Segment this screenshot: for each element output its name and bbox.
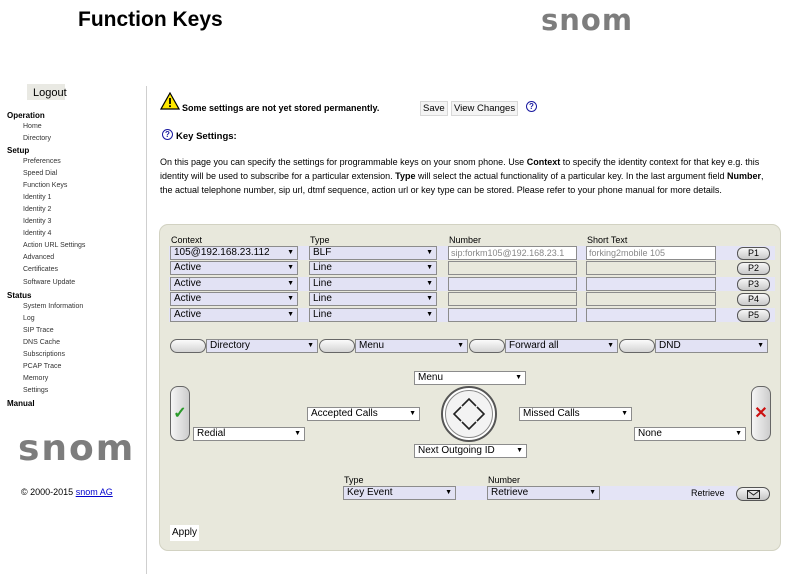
sidebar-item-identity-3[interactable]: Identity 3 [23,218,52,225]
bottom-type-select[interactable] [343,486,456,500]
number-input-p5[interactable] [448,308,577,322]
description-text: will select the actual functionality of a particular key. In the last argument field [415,170,727,181]
softkey-value: Forward all [509,340,559,351]
warning-icon [160,92,180,110]
sidebar-divider [146,86,147,574]
sidebar-item-subscriptions[interactable]: Subscriptions [23,351,66,358]
description-text: to specify the identity context for that key e.g. this identity will be used to subscribe for a particular extension. [160,157,760,181]
nav-section-operation: Operation [7,111,45,120]
softkey-2-button[interactable] [319,339,355,353]
dropdown-arrow-icon: ▼ [426,249,433,256]
number-input-p3[interactable] [448,277,577,291]
navigation-arrows-icon [441,386,497,442]
bottom-type-value: Key Event [347,487,393,498]
dropdown-arrow-icon: ▼ [287,295,294,302]
type-value: Line [313,293,332,304]
sidebar-item-identity-1[interactable]: Identity 1 [23,194,52,201]
sidebar-item-identity-2[interactable]: Identity 2 [23,206,52,213]
snom-ag-link[interactable]: snom AG [75,487,113,497]
type-value: BLF [313,247,332,258]
short-text-input-p3[interactable] [586,277,716,291]
softkey-value: Directory [210,340,251,351]
column-header-number: Number [449,235,482,245]
dropdown-arrow-icon: ▼ [426,311,433,318]
softkey-4-select[interactable] [655,339,768,353]
short-text-input-p2[interactable] [586,261,716,275]
dropdown-arrow-icon: ▼ [621,410,628,417]
sidebar-item-speed-dial[interactable]: Speed Dial [23,170,58,177]
nav-section-status: Status [7,291,32,300]
sidebar-item-home[interactable]: Home [23,123,42,130]
dropdown-arrow-icon: ▼ [307,342,314,349]
none-select[interactable] [634,427,746,441]
p5-key-button[interactable]: P5 [737,309,770,322]
bottom-number-label: Number [488,475,521,485]
context-select-p5[interactable] [170,308,298,322]
nav-right-select[interactable] [519,407,632,421]
context-value: Active [174,262,202,273]
p2-key-button[interactable]: P2 [737,262,770,275]
sidebar-item-pcap-trace[interactable]: PCAP Trace [23,363,62,370]
description-keyword-number: Number [726,170,761,181]
softkey-value: Menu [359,340,385,351]
type-select-p4[interactable] [309,292,437,306]
nav-up-value: Menu [418,372,444,383]
nav-section-manual[interactable]: Manual [7,399,35,408]
x-icon: ✕ [754,405,768,422]
sidebar-snom-logo: snom [18,428,136,469]
sidebar-item-advanced[interactable]: Advanced [23,254,55,261]
description-keyword-type: Type [395,170,416,181]
nav-left-select[interactable] [307,407,420,421]
key-settings-help-icon[interactable]: ? [162,129,173,140]
check-icon: ✓ [173,405,187,422]
nav-down-value: Next Outgoing ID [418,445,495,456]
nav-right-value: Missed Calls [523,408,580,419]
softkey-3-button[interactable] [469,339,505,353]
dropdown-arrow-icon: ▼ [589,489,596,496]
column-header-context: Context [171,235,203,245]
softkey-1-button[interactable] [170,339,206,353]
warning-message: Some settings are not yet stored permanently. [182,103,380,113]
softkey-value: DND [659,340,681,351]
dropdown-arrow-icon: ▼ [287,264,294,271]
type-select-p2[interactable] [309,261,437,275]
dropdown-arrow-icon: ▼ [426,280,433,287]
copyright-text: © 2000-2015 [21,487,74,497]
type-value: Line [313,278,332,289]
short-text-input-p4[interactable] [586,292,716,306]
snom-logo: snom [541,3,634,37]
dropdown-arrow-icon: ▼ [757,342,764,349]
none-value: None [638,428,662,439]
short-text-input-p1[interactable]: forking2mobile 105 [586,246,716,260]
softkey-4-button[interactable] [619,339,655,353]
type-select-p3[interactable] [309,277,437,291]
logout-button[interactable]: Logout [27,84,65,100]
context-value: Active [174,309,202,320]
description-text: , the actual telephone number, sip url, dtmf sequence, action url or key type can be stored. Please refer to your phone manual for more details. [160,170,764,195]
type-select-p1[interactable] [309,246,437,260]
dropdown-arrow-icon: ▼ [287,280,294,287]
context-select-p4[interactable] [170,292,298,306]
context-select-p2[interactable] [170,261,298,275]
bottom-number-value: Retrieve [491,487,529,498]
sidebar-item-function-keys[interactable]: Function Keys [23,182,68,189]
ok-key-button[interactable] [170,386,190,441]
sidebar-item-certificates[interactable]: Certificates [23,266,59,273]
description-text: On this page you can specify the settings for programmable keys on your snom phone. Use [160,157,527,167]
type-value: Line [313,262,332,273]
bottom-number-select[interactable] [487,486,600,500]
column-header-short-text: Short Text [587,235,628,245]
number-input-p4[interactable] [448,292,577,306]
context-value: Active [174,278,202,289]
dropdown-arrow-icon: ▼ [287,311,294,318]
redial-select[interactable] [193,427,305,441]
cancel-key-button[interactable] [751,386,771,441]
column-header-type: Type [310,235,330,245]
type-select-p5[interactable] [309,308,437,322]
sidebar-item-log[interactable]: Log [23,315,35,322]
softkey-3-select[interactable] [505,339,618,353]
softkey-2-select[interactable] [355,339,468,353]
redial-value: Redial [197,428,226,439]
description-paragraph [160,156,772,197]
dropdown-arrow-icon: ▼ [294,430,301,437]
dropdown-arrow-icon: ▼ [445,489,452,496]
dropdown-arrow-icon: ▼ [516,447,523,454]
retrieve-label: Retrieve [691,488,725,498]
context-select-p1[interactable] [170,246,298,260]
sidebar-item-sip-trace[interactable]: SIP Trace [23,327,54,334]
message-key-button[interactable] [736,487,770,501]
dropdown-arrow-icon: ▼ [607,342,614,349]
softkey-1-select[interactable] [206,339,318,353]
dropdown-arrow-icon: ▼ [426,264,433,271]
p4-key-button[interactable]: P4 [737,293,770,306]
short-text-input-p5[interactable] [586,308,716,322]
number-input-p1[interactable]: sip:forkm105@192.168.23.1 [448,246,577,260]
page-title: Function Keys [78,8,223,31]
key-settings-title: Key Settings: [176,131,237,142]
dropdown-arrow-icon: ▼ [409,410,416,417]
sidebar-item-software-update[interactable]: Software Update [23,279,76,286]
dropdown-arrow-icon: ▼ [426,295,433,302]
sidebar-item-dns-cache[interactable]: DNS Cache [23,339,60,346]
dropdown-arrow-icon: ▼ [735,430,742,437]
dropdown-arrow-icon: ▼ [515,374,522,381]
sidebar-item-action-url-settings[interactable]: Action URL Settings [23,242,86,249]
dropdown-arrow-icon: ▼ [457,342,464,349]
nav-left-value: Accepted Calls [311,408,378,419]
type-value: Line [313,309,332,320]
p3-key-button[interactable]: P3 [737,278,770,291]
description-keyword-context: Context [526,157,561,167]
apply-button[interactable]: Apply [170,525,199,541]
help-icon[interactable]: ? [526,101,537,112]
context-value: 105@192.168.23.112 [174,247,270,258]
view-changes-button[interactable]: View Changes [451,101,518,116]
sidebar-item-settings[interactable]: Settings [23,387,49,394]
dropdown-arrow-icon: ▼ [287,249,294,256]
sidebar-item-memory[interactable]: Memory [23,375,49,382]
save-button[interactable]: Save [420,101,448,116]
sidebar-item-preferences[interactable]: Preferences [23,158,61,165]
sidebar-item-directory[interactable]: Directory [23,135,52,142]
nav-up-select[interactable] [414,371,526,385]
bottom-type-label: Type [344,475,364,485]
context-value: Active [174,293,202,304]
sidebar-item-identity-4[interactable]: Identity 4 [23,230,52,237]
envelope-icon [747,490,760,499]
copyright [21,487,113,497]
nav-section-setup: Setup [7,146,30,155]
number-input-p2[interactable] [448,261,577,275]
sidebar-item-system-information[interactable]: System Information [23,303,84,310]
nav-down-select[interactable] [414,444,527,458]
p1-key-button[interactable]: P1 [737,247,770,260]
context-select-p3[interactable] [170,277,298,291]
